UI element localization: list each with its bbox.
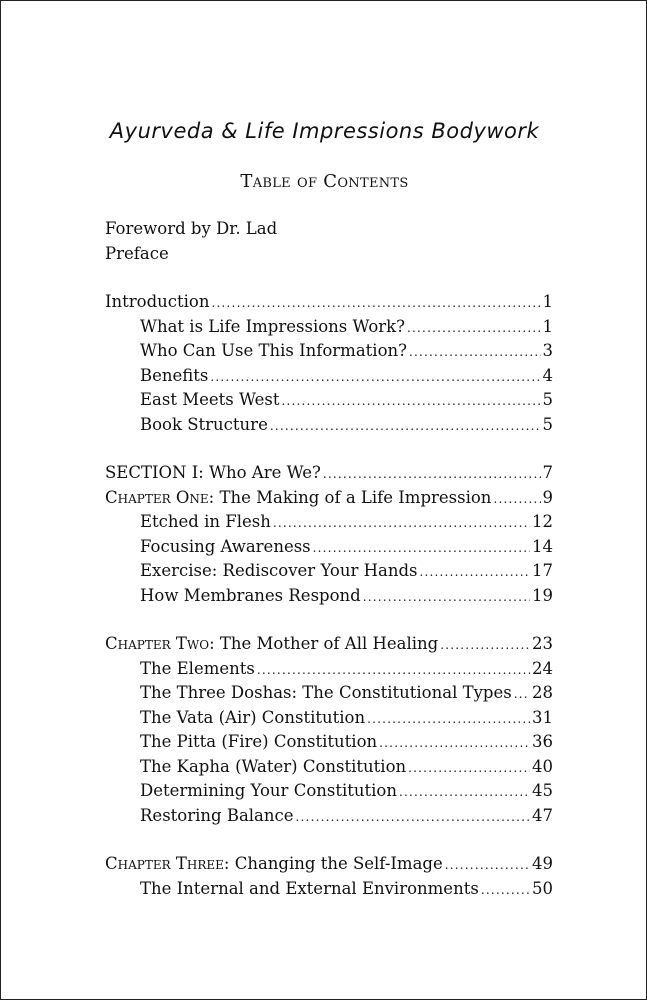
- toc-subentry: Benefits ..... 4: [105, 364, 553, 389]
- book-title: Ayurveda & Life Impressions Bodywork: [109, 119, 540, 143]
- toc-page-number: 7: [542, 463, 553, 482]
- front-matter-foreword: Foreword by Dr. Lad: [105, 219, 278, 238]
- toc-subentry: The Pitta (Fire) Constitution ..... 36: [105, 730, 553, 755]
- toc-subentry: The Internal and External Environments ..... 50: [105, 877, 553, 902]
- toc-subentry: Etched in Flesh ..... 12: [105, 510, 553, 535]
- toc-entry-title: Introduction: [105, 292, 210, 311]
- toc-entry-section-one: [105, 461, 553, 486]
- front-matter-preface: Preface: [105, 243, 169, 263]
- leader-dots: [212, 291, 541, 316]
- toc-heading: Table of Contents: [240, 171, 409, 192]
- toc-entry-chapter-one: [105, 486, 553, 511]
- table-of-contents: [105, 217, 553, 901]
- toc-entry-title: Chapter Two: The Mother of All Healing: [105, 634, 439, 653]
- toc-subentry: The Kapha (Water) Constitution ..... 40: [105, 755, 553, 780]
- toc-entry-title: SECTION I: Who Are We?: [105, 463, 321, 482]
- toc-entry-chapter-two: [105, 632, 553, 657]
- toc-subentry: What is Life Impressions Work? ..... 1: [105, 315, 553, 340]
- leader-dots: [493, 487, 540, 512]
- toc-page-number: 9: [542, 487, 553, 507]
- toc-subentry: Determining Your Constitution ..... 45: [105, 779, 553, 804]
- toc-entry-title: Chapter One: The Making of a Life Impression: [105, 487, 492, 507]
- toc-subentry: Focusing Awareness ..... 14: [105, 535, 553, 560]
- toc-subentry: East Meets West ..... 5: [105, 388, 553, 413]
- toc-subentry: Who Can Use This Information? ..... 3: [105, 339, 553, 364]
- leader-dots: [440, 633, 530, 658]
- toc-subentry: Book Structure ..... 5: [105, 413, 553, 438]
- toc-subentry: The Elements ..... 24: [105, 657, 553, 682]
- toc-subentry: The Three Doshas: The Constitutional Types ..... 28: [105, 681, 553, 706]
- leader-dots: [323, 462, 541, 487]
- toc-entry-title: Chapter Three: Changing the Self-Image: [105, 854, 443, 873]
- toc-entry-chapter-three: [105, 852, 553, 877]
- toc-page-number: 1: [542, 292, 553, 311]
- toc-page-number: 23: [532, 634, 553, 653]
- toc-subentry: Exercise: Rediscover Your Hands ..... 17: [105, 559, 553, 584]
- toc-subentry: How Membranes Respond ..... 19: [105, 584, 553, 609]
- toc-subentry: The Vata (Air) Constitution ..... 31: [105, 706, 553, 731]
- toc-subentry: Restoring Balance ..... 47: [105, 804, 553, 829]
- toc-page-number: 49: [532, 854, 553, 873]
- toc-entry-introduction: [105, 290, 553, 315]
- leader-dots: [445, 853, 530, 878]
